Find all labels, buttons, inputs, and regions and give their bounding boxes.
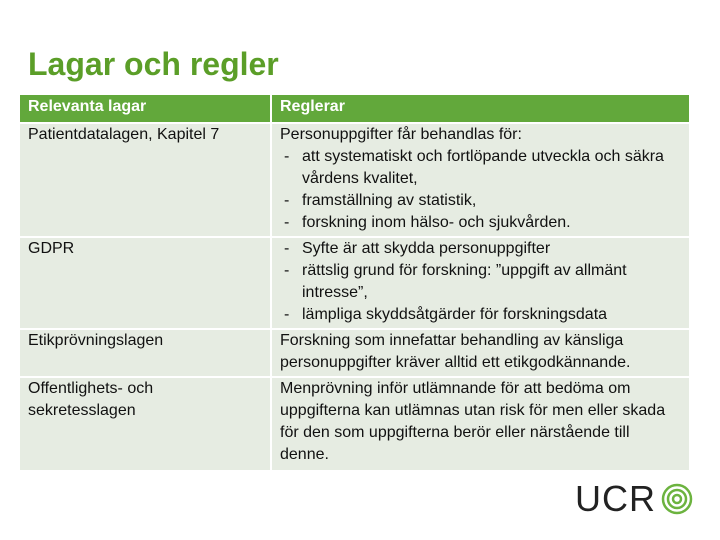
bullet: - Syfte är att skydda personuppgifter <box>280 238 681 260</box>
header-regulates: Reglerar <box>271 94 690 123</box>
regulation-cell <box>271 123 690 237</box>
header-relevant-laws: Relevanta lagar <box>19 94 271 123</box>
laws-table <box>18 93 691 472</box>
page-title: Lagar och regler <box>28 46 279 82</box>
law-name: GDPR <box>19 237 271 329</box>
table-row <box>19 329 690 377</box>
regulation-cell: Menprövning inför utlämnande för att bedöma om uppgifterna kan utlämnas utan risk för men eller skada för den som uppgifterna berör eller närstående till denne. <box>271 377 690 471</box>
bullet: - lämpliga skyddsåtgärder för forskningsdata <box>280 304 681 326</box>
table-header <box>19 94 690 123</box>
table-row <box>19 377 690 471</box>
bullet: - rättslig grund för forskning: ”uppgift av allmänt intresse”, <box>280 260 681 304</box>
bullet: - att systematiskt och fortlöpande utveckla och säkra vårdens kvalitet, <box>280 146 681 190</box>
bullet: - framställning av statistik, <box>280 190 681 212</box>
table-row <box>19 237 690 329</box>
logo-circle-icon <box>660 482 694 516</box>
law-name: Patientdatalagen, Kapitel 7 <box>19 123 271 237</box>
law-name: Offentlighets- och sekretesslagen <box>19 377 271 471</box>
law-name: Etikprövningslagen <box>19 329 271 377</box>
regulation-cell <box>271 237 690 329</box>
regulation-cell: Forskning som innefattar behandling av känsliga personuppgifter kräver alltid ett etikgodkännande. <box>271 329 690 377</box>
regulation-intro: Personuppgifter får behandlas för: <box>280 126 522 143</box>
logo-text: UCR <box>575 478 656 519</box>
ucr-logo <box>575 478 694 520</box>
bullet: - forskning inom hälso- och sjukvården. <box>280 212 681 234</box>
table-row <box>19 123 690 237</box>
